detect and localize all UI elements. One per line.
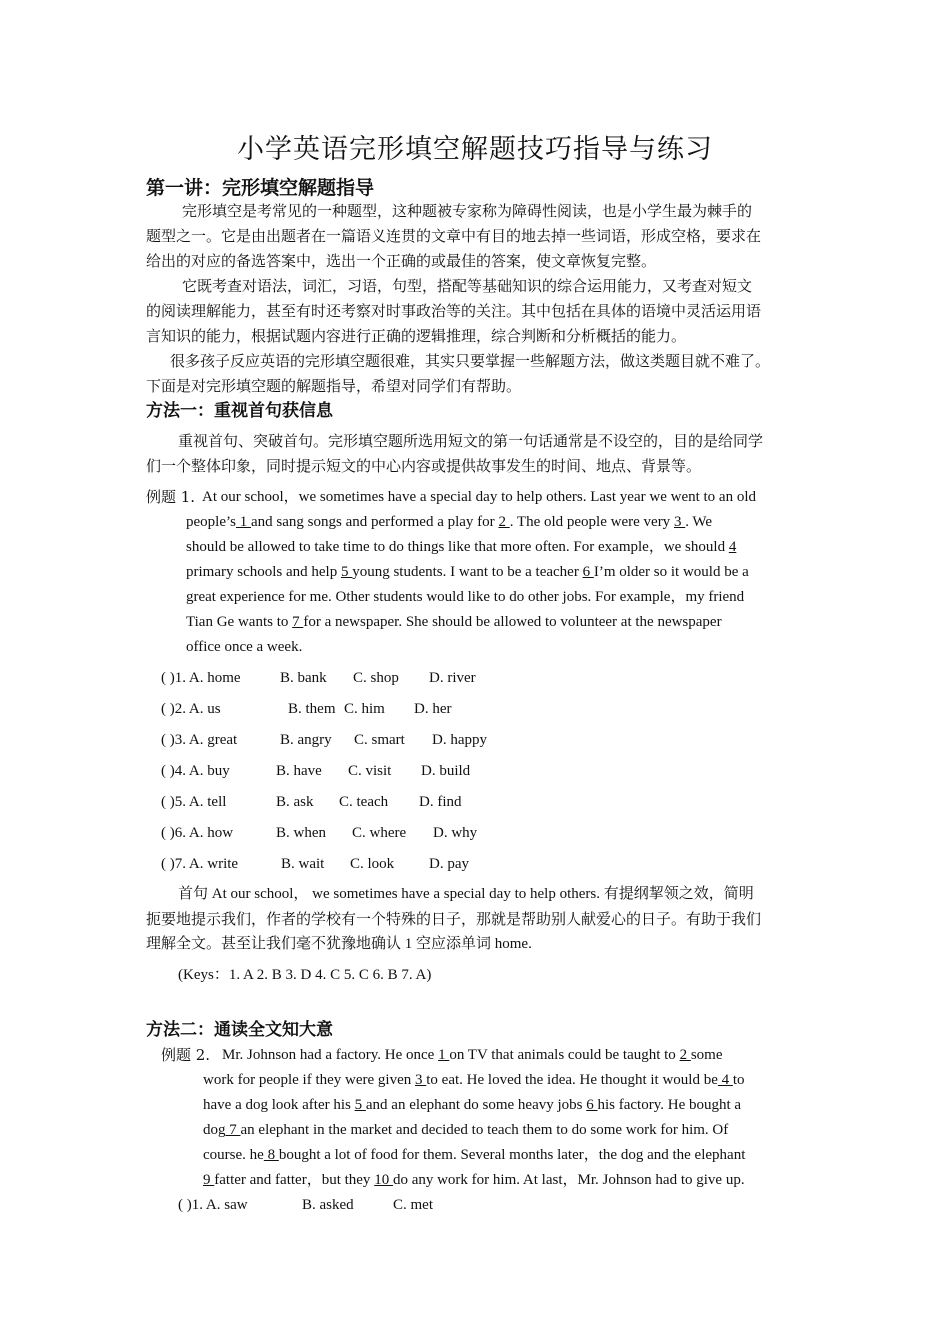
example2-line4: dog 7 an elephant in the market and decided to teach them to do some work for him. Of — [203, 1122, 729, 1138]
option-row-2: ( )2. A. us B. them C. him D. her — [161, 701, 452, 717]
blank-7: 7 — [292, 614, 304, 630]
example1-line3: should be allowed to take time to do things like that more often. For example，we should 4 — [186, 539, 737, 555]
lecture1-paragraph3-line1: 很多孩子反应英语的完形填空题很难，其实只要掌握一些解题方法，做这类题目就不难了。 — [170, 352, 771, 370]
blank-1: 1 — [438, 1047, 450, 1063]
example2-line5: course. he 8 bought a lot of food for them. Several months later，the dog and the elephant — [203, 1147, 746, 1163]
blank-3: 3 — [673, 514, 686, 530]
blank-5: 5 — [340, 564, 353, 580]
option-row-5: ( )5. A. tell B. ask C. teach D. find — [161, 794, 462, 810]
blank-5: 5 — [354, 1097, 366, 1113]
blank-10: 10 — [374, 1172, 393, 1188]
method1-paragraph-line1: 重视首句、突破首句。完形填空题所选用短文的第一句话通常是不设空的，目的是给同学 — [178, 432, 764, 450]
method1-keys: (Keys：1. A 2. B 3. D 4. C 5. C 6. B 7. A) — [178, 967, 432, 983]
example1-line6: Tian Ge wants to 7 for a newspaper. She should be allowed to volunteer at the newspaper — [186, 614, 722, 630]
lecture1-paragraph2-line1: 它既考查对语法，词汇，习语，句型，搭配等基础知识的综合运用能力，又考查对短文 — [182, 277, 753, 295]
lecture1-paragraph2-line2: 的阅读理解能力，甚至有时还考察对时事政治等的关注。其中包括在具体的语境中灵活运用语 — [146, 302, 762, 320]
blank-4: 4 — [717, 1072, 733, 1088]
method1-explanation-line2: 扼要地提示我们，作者的学校有一个特殊的日子，那就是帮助别人献爱心的日子。有助于我们 — [146, 910, 762, 928]
blank-8: 8 — [263, 1147, 279, 1163]
blank-6: 6 — [582, 564, 594, 580]
blank-1: 1 — [236, 514, 251, 530]
example2-line3: have a dog look after his 5 and an elephant do some heavy jobs 6 his factory. He bought a — [203, 1097, 742, 1113]
lecture1-heading: 第一讲：完形填空解题指导 — [146, 177, 375, 199]
example1-line2: people’s 1 and sang songs and performed a play for 2 . The old people were very 3 . We — [186, 514, 713, 530]
option-row-7: ( )7. A. write B. wait C. look D. pay — [161, 856, 469, 872]
method1-explanation-line1: 首句 At our school， we sometimes have a special day to help others. 有提纲挈领之效，简明 — [178, 886, 754, 902]
method1-explanation-line3: 理解全文。甚至让我们毫不犹豫地确认 1 空应添单词 home. — [146, 936, 532, 952]
example1-line5: great experience for me. Other students would like to do other jobs. For example，my friend — [186, 589, 745, 605]
example1-line1: At our school，we sometimes have a special day to help others. Last year we went to an old — [202, 489, 757, 505]
option-row-1: ( )1. A. home B. bank C. shop D. river — [161, 670, 476, 686]
example2-option-row-1: ( )1. A. saw B. asked C. met — [178, 1197, 433, 1213]
lecture1-paragraph1-line1: 完形填空是考常见的一种题型，这种题被专家称为障碍性阅读，也是小学生最为棘手的 — [182, 202, 753, 220]
lecture1-paragraph3-line2: 下面是对完形填空题的解题指导，希望对同学们有帮助。 — [146, 377, 522, 395]
option-row-6: ( )6. A. how B. when C. where D. why — [161, 825, 478, 841]
blank-3: 3 — [415, 1072, 427, 1088]
blank-2: 2 — [679, 1047, 691, 1063]
example2-line6: 9 fatter and fatter，but they 10 do any work for him. At last，Mr. Johnson had to give up. — [203, 1172, 745, 1188]
example2-line2: work for people if they were given 3 to eat. He loved the idea. He thought it would be 4 to — [203, 1072, 745, 1088]
lecture1-paragraph1-line3: 给出的对应的备选答案中，选出一个正确的或最佳的答案，使文章恢复完整。 — [146, 252, 657, 270]
blank-2: 2 — [498, 514, 510, 530]
blank-6: 6 — [586, 1097, 598, 1113]
lecture1-paragraph2-line3: 言知识的能力，根据试题内容进行正确的逻辑推理，综合判断和分析概括的能力。 — [146, 327, 687, 345]
method1-heading: 方法一：重视首句获信息 — [146, 401, 333, 421]
blank-9: 9 — [203, 1172, 215, 1188]
example2-label: 例题 2. — [161, 1046, 211, 1064]
method2-heading: 方法二：通读全文知大意 — [146, 1020, 333, 1040]
blank-7: 7 — [225, 1122, 241, 1138]
option-row-3: ( )3. A. great B. angry C. smart D. happy — [161, 732, 487, 748]
option-row-4: ( )4. A. buy B. have C. visit D. build — [161, 763, 471, 779]
lecture1-paragraph1-line2: 题型之一。它是由出题者在一篇语义连贯的文章中有目的地去掉一些词语，形成空格，要求在 — [146, 227, 762, 245]
blank-4: 4 — [728, 539, 737, 555]
method1-paragraph-line2: 们一个整体印象，同时提示短文的中心内容或提供故事发生的时间、地点、背景等。 — [146, 457, 702, 475]
example1-line7: office once a week. — [186, 639, 303, 655]
example2-line1: Mr. Johnson had a factory. He once 1 on TV that animals could be taught to 2 some — [222, 1047, 723, 1063]
example1-label: 例题 1. — [146, 488, 196, 506]
page-title: 小学英语完形填空解题技巧指导与练习 — [237, 134, 713, 165]
example1-line4: primary schools and help 5 young students. I want to be a teacher 6 I’m older so it would be a — [186, 564, 749, 580]
